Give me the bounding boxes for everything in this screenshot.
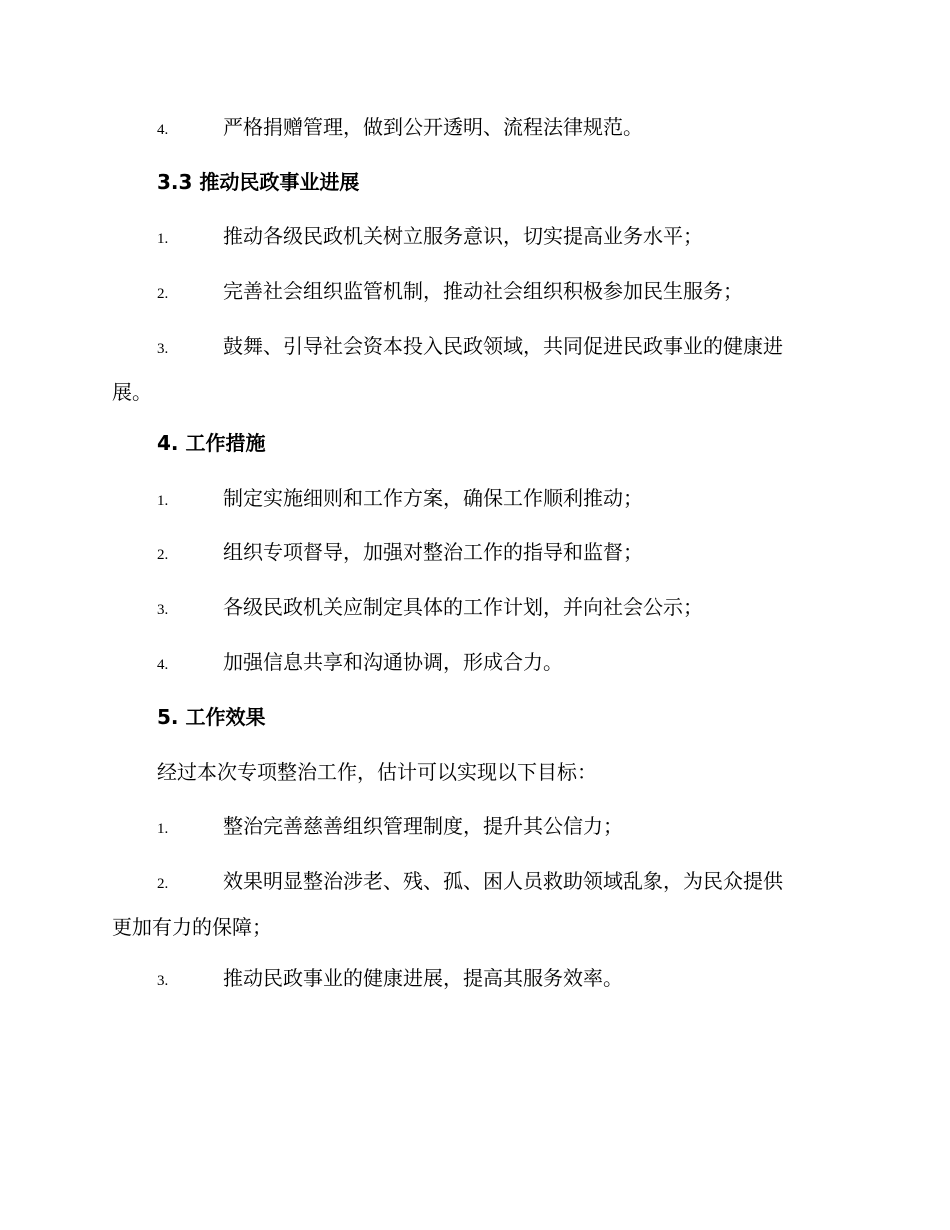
list-item bbox=[112, 641, 837, 687]
list-item bbox=[112, 531, 837, 577]
list-item bbox=[112, 805, 837, 851]
list-text: 推动民政事业的健康进展，提高其服务效率。 bbox=[223, 966, 623, 990]
list-number: 2. bbox=[157, 286, 169, 302]
list-text: 整治完善慈善组织管理制度，提升其公信力； bbox=[223, 814, 623, 838]
list-number: 4. bbox=[157, 122, 169, 138]
list-number: 1. bbox=[157, 493, 169, 509]
list-text: 推动各级民政机关树立服务意识，切实提高业务水平； bbox=[223, 224, 703, 248]
list-number: 1. bbox=[157, 821, 169, 837]
list-number: 3. bbox=[157, 973, 169, 989]
section-heading-3-3: 3.3 推动民政事业进展 bbox=[157, 170, 360, 194]
list-number: 2. bbox=[157, 876, 169, 892]
list-text: 制定实施细则和工作方案，确保工作顺利推动； bbox=[223, 486, 643, 510]
section-heading-4: 4. 工作措施 bbox=[157, 431, 266, 455]
list-item bbox=[112, 270, 837, 316]
list-text: 组织专项督导，加强对整治工作的指导和监督； bbox=[223, 540, 643, 564]
list-text: 加强信息共享和沟通协调，形成合力。 bbox=[223, 650, 563, 674]
list-text: 严格捐赠管理，做到公开透明、流程法律规范。 bbox=[223, 115, 643, 139]
section-heading-5: 5. 工作效果 bbox=[157, 705, 266, 729]
list-item bbox=[112, 106, 837, 152]
list-item bbox=[112, 325, 837, 414]
intro-paragraph: 经过本次专项整治工作，估计可以实现以下目标： bbox=[157, 760, 597, 784]
list-item bbox=[112, 860, 837, 949]
list-item bbox=[112, 477, 837, 523]
list-text-continuation: 展。 bbox=[112, 380, 152, 404]
list-text: 效果明显整治涉老、残、孤、困人员救助领域乱象，为民众提供 bbox=[223, 869, 783, 893]
list-item bbox=[112, 215, 837, 261]
list-number: 3. bbox=[157, 602, 169, 618]
list-item bbox=[112, 586, 837, 632]
list-item bbox=[112, 957, 837, 1003]
list-number: 4. bbox=[157, 657, 169, 673]
list-text: 完善社会组织监管机制，推动社会组织积极参加民生服务； bbox=[223, 279, 743, 303]
list-number: 3. bbox=[157, 341, 169, 357]
list-text: 各级民政机关应制定具体的工作计划，并向社会公示； bbox=[223, 595, 703, 619]
list-text: 鼓舞、引导社会资本投入民政领域，共同促进民政事业的健康进 bbox=[223, 334, 783, 358]
list-number: 2. bbox=[157, 547, 169, 563]
list-text-continuation: 更加有力的保障； bbox=[112, 915, 272, 939]
list-number: 1. bbox=[157, 231, 169, 247]
